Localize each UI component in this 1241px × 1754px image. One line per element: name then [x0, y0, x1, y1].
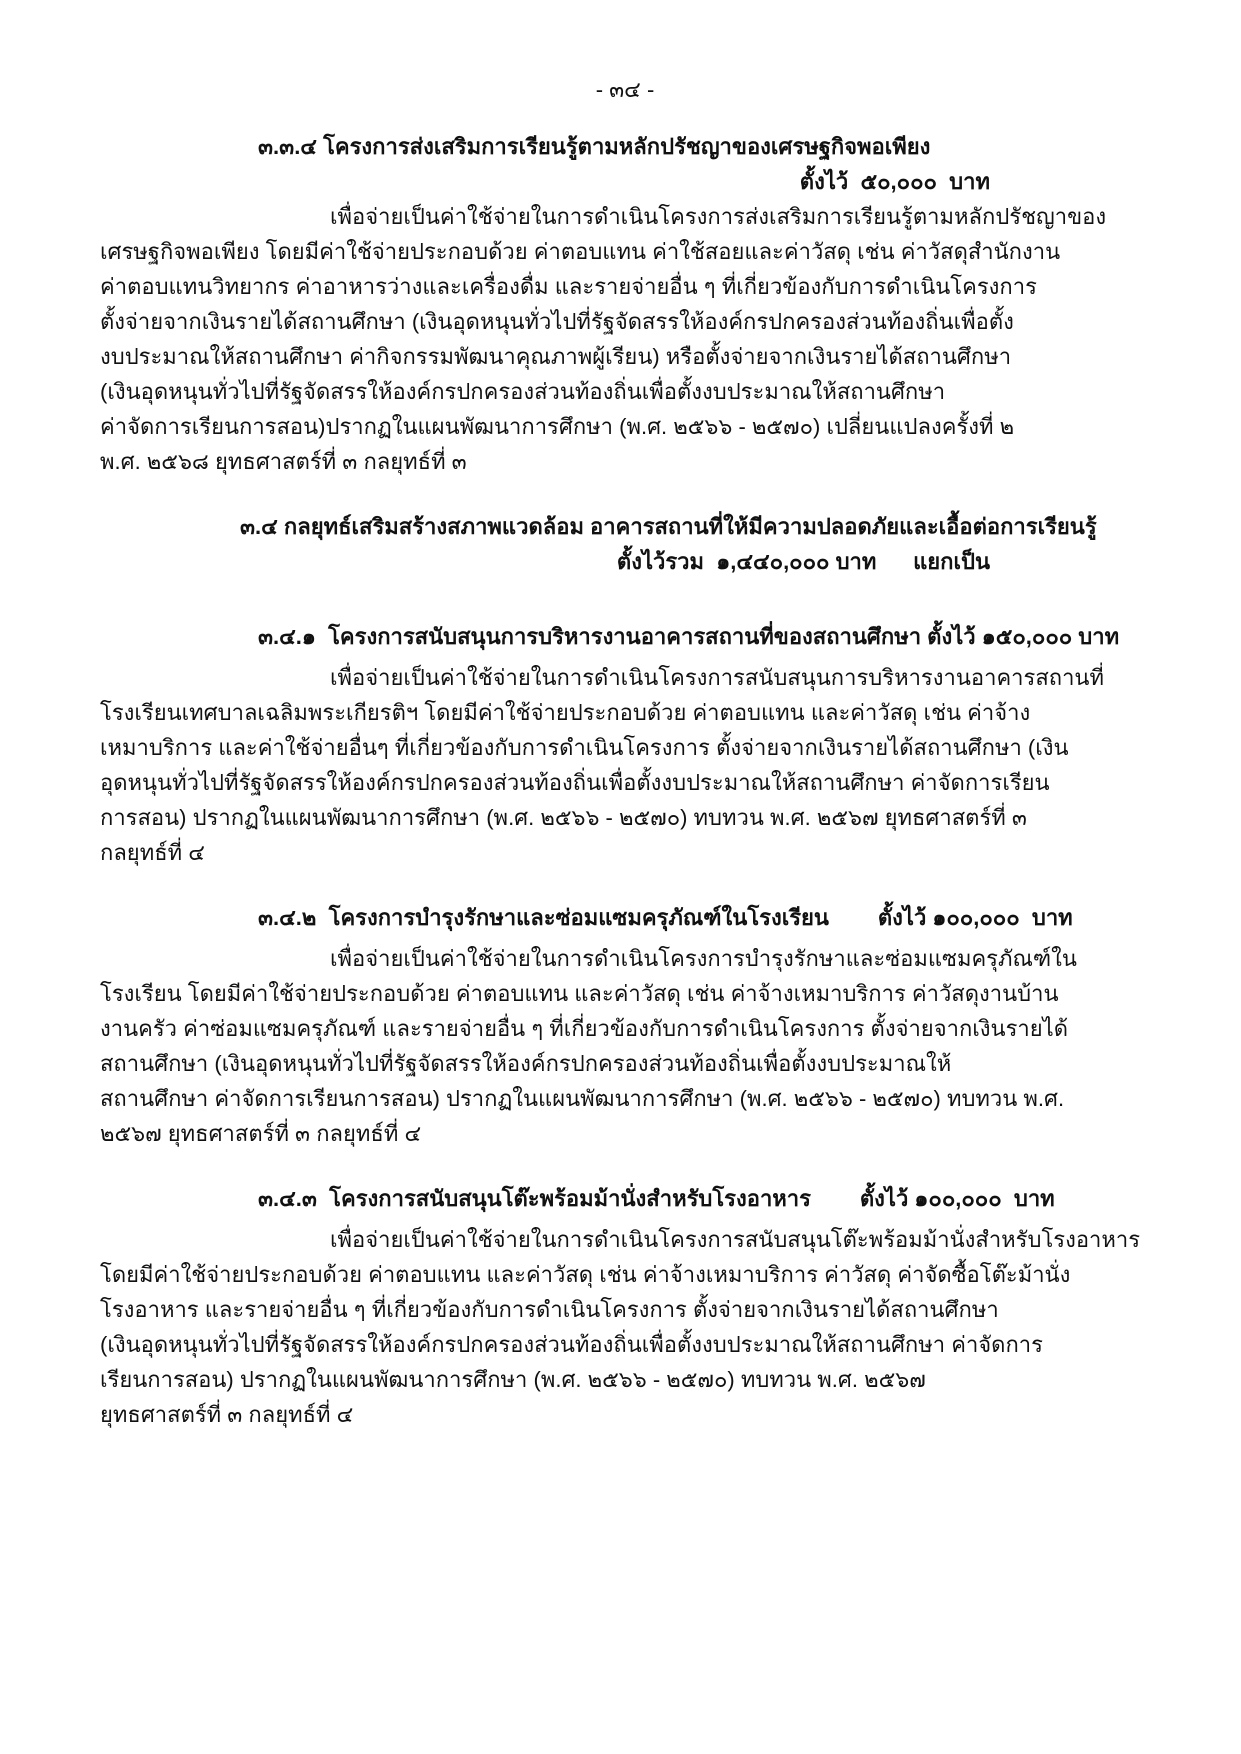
body-line: พ.ศ. ๒๕๖๘ ยุทธศาสตร์ที่ ๓ กลยุทธ์ที่ ๓	[100, 449, 467, 474]
body-line: เพื่อจ่ายเป็นค่าใช้จ่ายในการดำเนินโครงการสนับสนุนการบริหารงานอาคารสถานที่	[330, 665, 1104, 690]
body-line: ค่าจัดการเรียนการสอน)ปรากฏในแผนพัฒนาการศึกษา (พ.ศ. ๒๕๖๖ - ๒๕๗๐) เปลี่ยนแปลงครั้งที่ ๒	[100, 414, 1015, 439]
body-line: เศรษฐกิจพอเพียง โดยมีค่าใช้จ่ายประกอบด้วย ค่าตอบแทน ค่าใช้สอยและค่าวัสดุ เช่น ค่าวัสดุสำนักงาน	[100, 239, 1061, 264]
body-line: เพื่อจ่ายเป็นค่าใช้จ่ายในการดำเนินโครงการส่งเสริมการเรียนรู้ตามหลักปรัชญาของ	[330, 204, 1107, 229]
body-line: งบประมาณให้สถานศึกษา ค่ากิจกรรมพัฒนาคุณภาพผู้เรียน) หรือตั้งจ่ายจากเงินรายได้สถานศึกษา	[100, 344, 1012, 369]
budget-total: ตั้งไว้รวม ๑,๔๔๐,๐๐๐ บาท แยกเป็น	[616, 549, 990, 574]
section-3-4-2	[100, 900, 1150, 1151]
body-line: สถานศึกษา (เงินอุดหนุนทั่วไปที่รัฐจัดสรรให้องค์กรปกครองส่วนท้องถิ่นเพื่อตั้งงบประมาณให้	[100, 1051, 952, 1076]
section-3-4-1	[100, 619, 1150, 870]
body-line: เรียนการสอน) ปรากฏในแผนพัฒนาการศึกษา (พ.ศ. ๒๕๖๖ - ๒๕๗๐) ทบทวน พ.ศ. ๒๕๖๗	[100, 1367, 926, 1392]
body-line: ตั้งจ่ายจากเงินรายได้สถานศึกษา (เงินอุดหนุนทั่วไปที่รัฐจัดสรรให้องค์กรปกครองส่วนท้องถิ่นเพื่อตั้ง	[100, 309, 1014, 334]
page-content	[100, 72, 1150, 1432]
body-line: โรงเรียน โดยมีค่าใช้จ่ายประกอบด้วย ค่าตอบแทน และค่าวัสดุ เช่น ค่าจ้างเหมาบริการ ค่าวัสดุงานบ้าน	[100, 981, 1059, 1006]
body-line: โรงอาหาร และรายจ่ายอื่น ๆ ที่เกี่ยวข้องกับการดำเนินโครงการ ตั้งจ่ายจากเงินรายได้สถานศึกษา	[100, 1297, 999, 1322]
section-heading: ๓.๓.๔ โครงการส่งเสริมการเรียนรู้ตามหลักปรัชญาของเศรษฐกิจพอเพียง	[258, 134, 931, 159]
body-line: (เงินอุดหนุนทั่วไปที่รัฐจัดสรรให้องค์กรปกครองส่วนท้องถิ่นเพื่อตั้งงบประมาณให้สถานศึกษา	[100, 379, 946, 404]
section-3-4	[100, 509, 1150, 579]
body-line: กลยุทธ์ที่ ๔	[100, 840, 205, 865]
body-line: อุดหนุนทั่วไปที่รัฐจัดสรรให้องค์กรปกครองส่วนท้องถิ่นเพื่อตั้งงบประมาณให้สถานศึกษา ค่าจัดการเรียน	[100, 770, 1050, 795]
body-line: เพื่อจ่ายเป็นค่าใช้จ่ายในการดำเนินโครงการบำรุงรักษาและซ่อมแซมครุภัณฑ์ใน	[330, 946, 1077, 971]
section-3-3-4	[100, 129, 1150, 479]
section-heading: ๓.๔.๒ โครงการบำรุงรักษาและซ่อมแซมครุภัณฑ์ในโรงเรียน ตั้งไว้ ๑๐๐,๐๐๐ บาท	[258, 905, 1073, 930]
body-line: โดยมีค่าใช้จ่ายประกอบด้วย ค่าตอบแทน และค่าวัสดุ เช่น ค่าจ้างเหมาบริการ ค่าวัสดุ ค่าจัดซื้อโต๊ะม้านั่ง	[100, 1262, 1071, 1287]
body-line: (เงินอุดหนุนทั่วไปที่รัฐจัดสรรให้องค์กรปกครองส่วนท้องถิ่นเพื่อตั้งงบประมาณให้สถานศึกษา ค่าจัดการ	[100, 1332, 1043, 1357]
body-line: เหมาบริการ และค่าใช้จ่ายอื่นๆ ที่เกี่ยวข้องกับการดำเนินโครงการ ตั้งจ่ายจากเงินรายได้สถานศึกษา (เงิน	[100, 735, 1069, 760]
body-line: ค่าตอบแทนวิทยากร ค่าอาหารว่างและเครื่องดื่ม และรายจ่ายอื่น ๆ ที่เกี่ยวข้องกับการดำเนินโครงการ	[100, 274, 1037, 299]
page-number: - ๓๔ -	[595, 77, 655, 102]
budget-amount: ตั้งไว้ ๕๐,๐๐๐ บาท	[799, 169, 990, 194]
body-line: สถานศึกษา ค่าจัดการเรียนการสอน) ปรากฏในแผนพัฒนาการศึกษา (พ.ศ. ๒๕๖๖ - ๒๕๗๐) ทบทวน พ.ศ.	[100, 1086, 1065, 1111]
section-3-4-3	[100, 1181, 1150, 1432]
body-line: ยุทธศาสตร์ที่ ๓ กลยุทธ์ที่ ๔	[100, 1402, 354, 1427]
section-heading: ๓.๔.๓ โครงการสนับสนุนโต๊ะพร้อมม้านั่งสำหรับโรงอาหาร ตั้งไว้ ๑๐๐,๐๐๐ บาท	[258, 1186, 1055, 1211]
section-heading: ๓.๔.๑ โครงการสนับสนุนการบริหารงานอาคารสถานที่ของสถานศึกษา ตั้งไว้ ๑๕๐,๐๐๐ บาท	[258, 624, 1120, 649]
body-line: เพื่อจ่ายเป็นค่าใช้จ่ายในการดำเนินโครงการสนับสนุนโต๊ะพร้อมม้านั่งสำหรับโรงอาหาร	[330, 1227, 1141, 1252]
body-line: การสอน) ปรากฏในแผนพัฒนาการศึกษา (พ.ศ. ๒๕๖๖ - ๒๕๗๐) ทบทวน พ.ศ. ๒๕๖๗ ยุทธศาสตร์ที่ ๓	[100, 805, 1027, 830]
section-heading: ๓.๔ กลยุทธ์เสริมสร้างสภาพแวดล้อม อาคารสถานที่ให้มีความปลอดภัยและเอื้อต่อการเรียนรู้	[240, 514, 1097, 539]
body-line: ๒๕๖๗ ยุทธศาสตร์ที่ ๓ กลยุทธ์ที่ ๔	[100, 1121, 422, 1146]
body-line: งานครัว ค่าซ่อมแซมครุภัณฑ์ และรายจ่ายอื่น ๆ ที่เกี่ยวข้องกับการดำเนินโครงการ ตั้งจ่ายจากเงินรายได้	[100, 1016, 1068, 1041]
body-line: โรงเรียนเทศบาลเฉลิมพระเกียรติฯ โดยมีค่าใช้จ่ายประกอบด้วย ค่าตอบแทน และค่าวัสดุ เช่น ค่าจ้าง	[100, 700, 1031, 725]
